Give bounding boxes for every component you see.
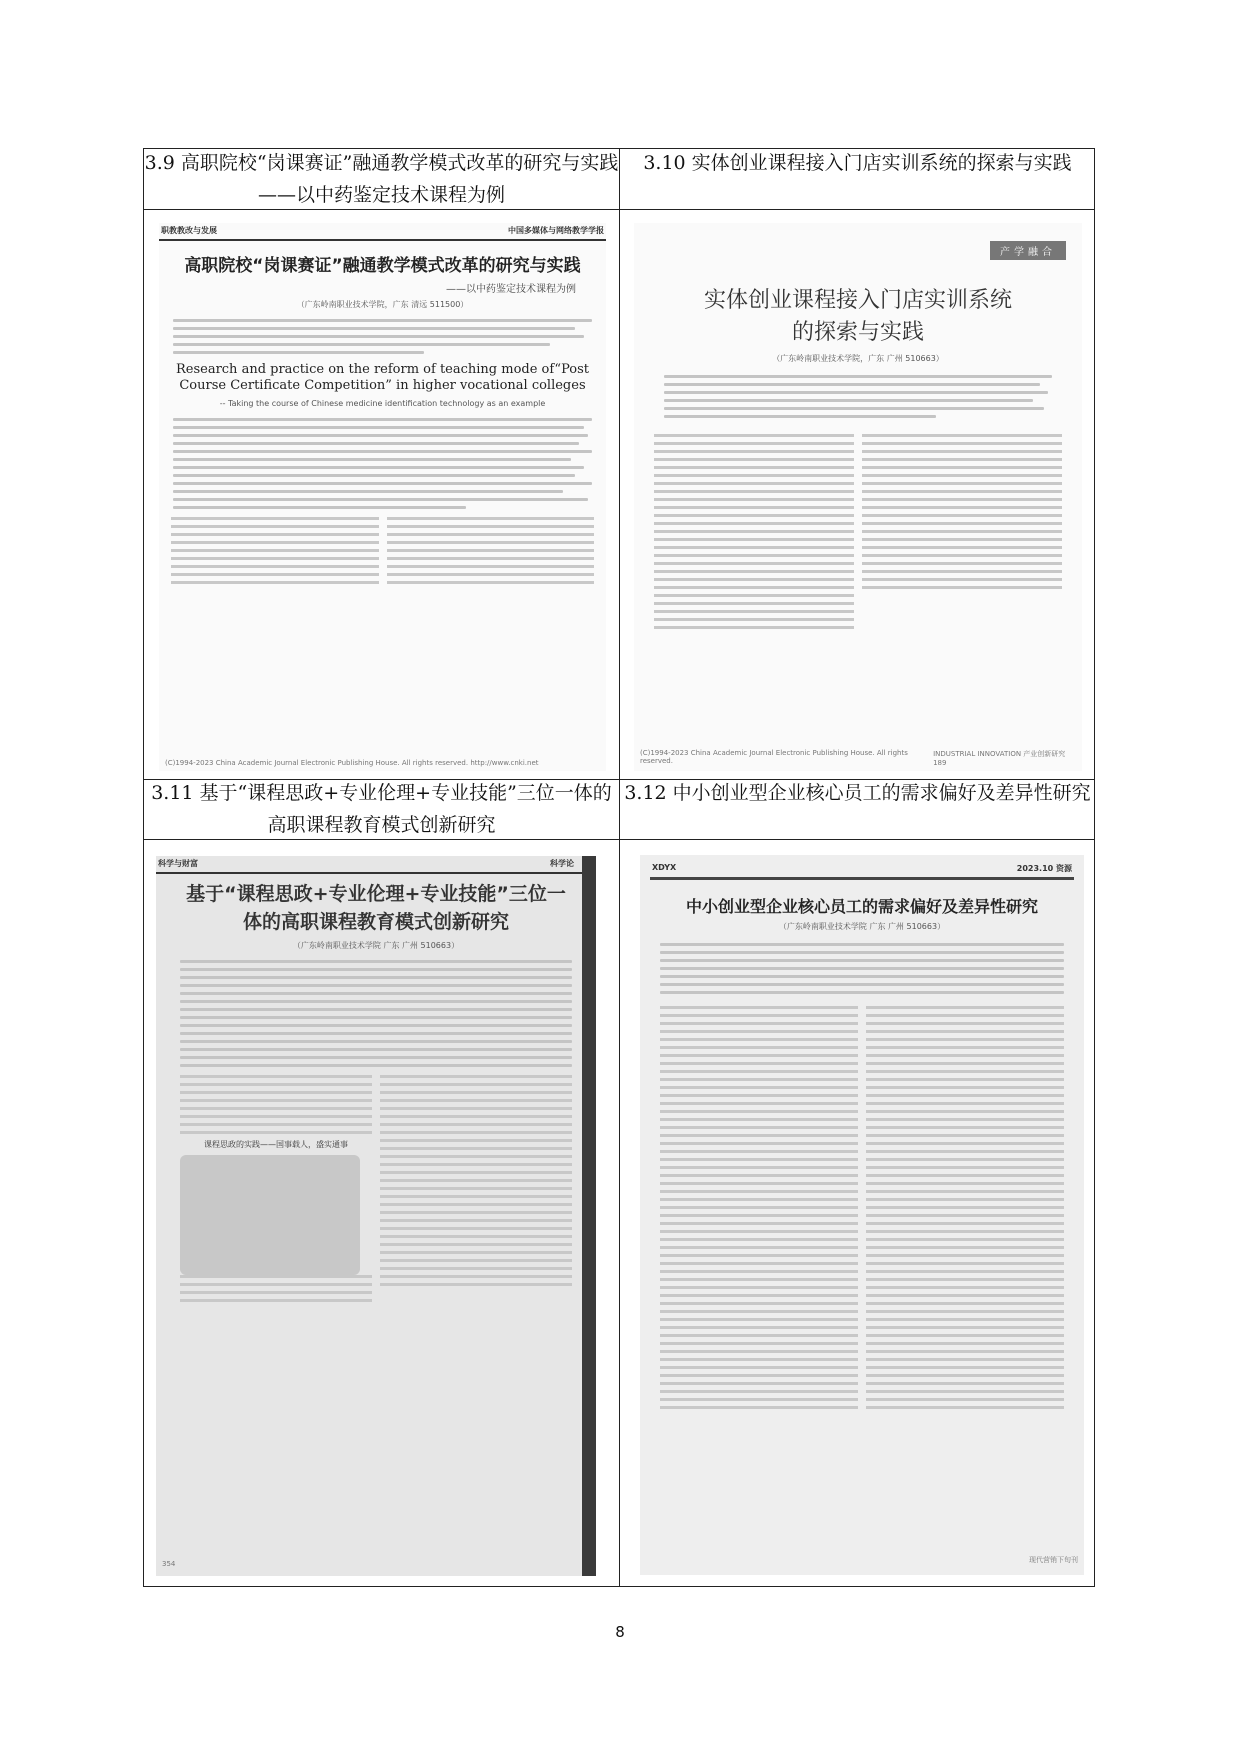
page-number-thumb: 354	[162, 1560, 176, 1568]
paper-thumbnail-3-11	[156, 856, 596, 1576]
journal-footer: INDUSTRIAL INNOVATION 产业创新研究 189	[933, 750, 1066, 767]
paper-table	[143, 148, 1095, 1587]
copyright-footer: (C)1994-2023 China Academic Journal Electronic Publishing House. All rights reserved. http://www.cnki.net	[165, 759, 539, 767]
body-text	[180, 1075, 572, 1307]
page-number: 8	[615, 1623, 625, 1641]
journal-section: XDYX	[652, 863, 677, 872]
journal-footer: 现代营销下旬刊	[1029, 1556, 1078, 1564]
copyright-footer: (C)1994-2023 China Academic Journal Electronic Publishing House. All rights reserved.	[640, 749, 908, 765]
english-abstract	[173, 418, 592, 509]
paper-title: 实体创业课程接入门店实训系统的探索与实践	[703, 288, 1012, 345]
caption-3-9: 3.9 高职院校“岗课赛证”融通教学模式改革的研究与实践——以中药鉴定技术课程为例	[144, 152, 619, 206]
body-text	[654, 434, 1062, 634]
paper-subtitle: ——以中药鉴定技术课程为例	[446, 284, 576, 295]
body-text	[171, 517, 594, 589]
paper-affiliation: （广东岭南职业技术学院，广东 清远 511500）	[296, 300, 469, 309]
journal-section: 职教教改与发展	[161, 226, 217, 235]
figure-caption: 课程思政的实践——国事载人，盛实通事	[204, 1140, 348, 1149]
paper-thumbnail-3-9	[159, 223, 606, 771]
paper-thumbnail-3-10	[634, 223, 1082, 771]
caption-3-10: 3.10 实体创业课程接入门店实训系统的探索与实践	[643, 152, 1072, 174]
paper-title: 基于“课程思政+专业伦理+专业技能”三位一体的高职课程教育模式创新研究	[186, 883, 566, 933]
paper-thumbnail-3-12	[640, 855, 1084, 1575]
body-text	[660, 1006, 1064, 1414]
scan-shadow	[582, 856, 596, 1576]
paper-title: 中小创业型企业核心员工的需求偏好及差异性研究	[685, 897, 1038, 916]
journal-name: 科学论	[550, 859, 574, 868]
journal-section: 科学与财富	[158, 859, 198, 868]
abstract-text	[664, 375, 1052, 418]
caption-3-12: 3.12 中小创业型企业核心员工的需求偏好及差异性研究	[624, 782, 1091, 804]
paper-english-subtitle: -- Taking the course of Chinese medicine identification technology as an example	[219, 399, 546, 408]
paper-affiliation: （广东岭南职业技术学院 广东 广州 510663）	[292, 941, 460, 950]
journal-issue: 2023.10 资源	[1016, 864, 1072, 873]
paper-affiliation: （广东岭南职业技术学院，广东 广州 510663）	[772, 354, 944, 363]
paper-affiliation: （广东岭南职业技术学院 广东 广州 510663）	[778, 922, 946, 931]
journal-name: 中国多媒体与网络教学学报	[508, 226, 604, 235]
section-tag: 产学融合	[990, 241, 1066, 260]
paper-english-title: Research and practice on the reform of teaching mode of“Post Course Certificate Competition” in higher vocational colleges	[175, 362, 590, 393]
abstract-text	[660, 943, 1064, 994]
abstract-text	[180, 960, 572, 1067]
abstract-text	[173, 319, 592, 354]
figure-image	[180, 1155, 360, 1275]
paper-title: 高职院校“岗课赛证”融通教学模式改革的研究与实践	[184, 256, 581, 276]
caption-3-11: 3.11 基于“课程思政+专业伦理+专业技能”三位一体的高职课程教育模式创新研究	[151, 782, 612, 836]
column-divider	[619, 149, 620, 1586]
